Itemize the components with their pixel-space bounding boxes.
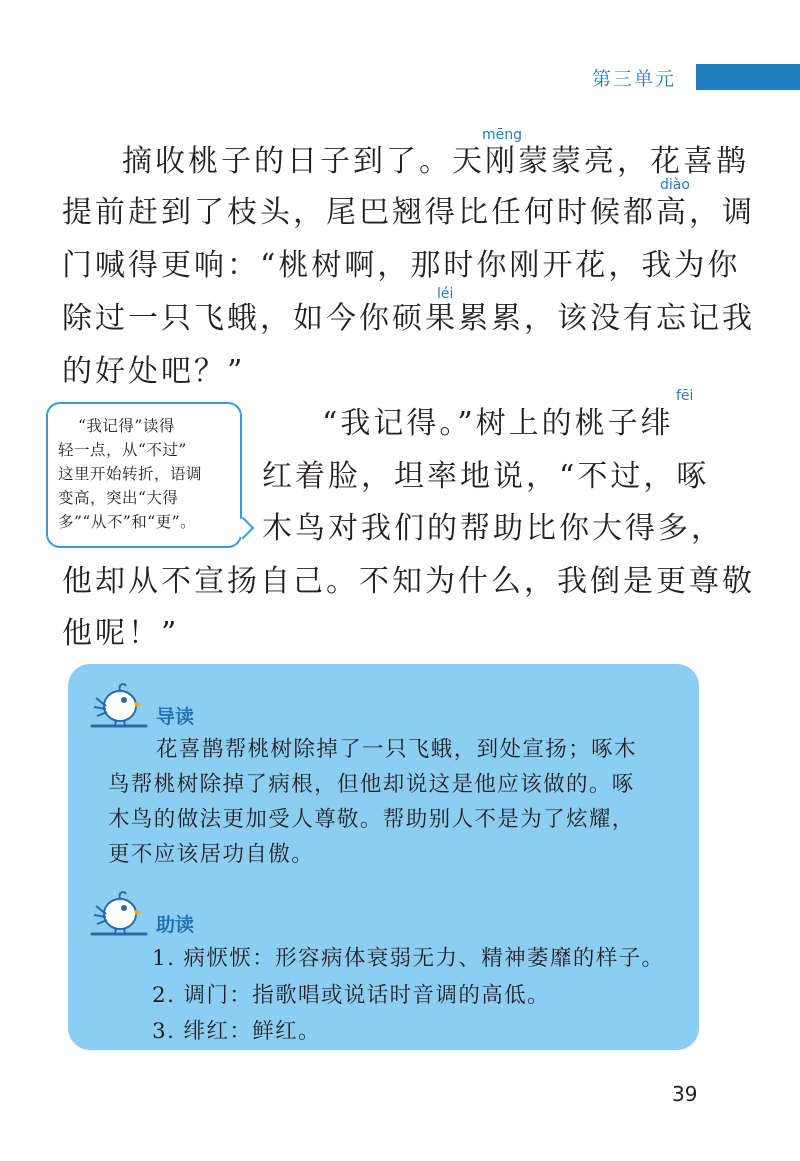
story-line: 红着脸，坦率地说，“不过，啄 bbox=[262, 459, 710, 494]
pinyin-lei: léi bbox=[437, 286, 454, 302]
story-line: 木鸟对我们的帮助比你大得多， bbox=[262, 511, 724, 546]
unit-title: 第三单元 bbox=[592, 68, 677, 90]
story-line: 摘收桃子的日子到了。天刚蒙蒙亮，花喜鹊 bbox=[122, 144, 749, 179]
pinyin-fei: fēi bbox=[676, 388, 694, 404]
story-line: 他却从不宣扬自己。不知为什么，我倒是更尊敬 bbox=[62, 564, 755, 599]
pinyin-meng: mēng bbox=[482, 127, 523, 143]
guide-line: 木鸟的做法更加受人尊敬。帮助别人不是为了炫耀， bbox=[108, 807, 635, 832]
story-line: 门喊得更响：“桃树啊，那时你刚开花，我为你 bbox=[62, 248, 741, 283]
tip-line: “我记得”读得 bbox=[78, 417, 175, 435]
story-line: “我记得。”树上的桃子绯 bbox=[322, 406, 674, 441]
story-line: 的好处吧？” bbox=[62, 354, 246, 389]
story-line: 他呢！” bbox=[62, 616, 180, 651]
page-number: 39 bbox=[672, 1082, 698, 1106]
bird-icon bbox=[90, 884, 148, 942]
story-line: 除过一只飞蛾，如今你硕果累累，该没有忘记我 bbox=[62, 301, 755, 336]
pinyin-diao: diào bbox=[660, 177, 690, 193]
tip-line: 多”“从不”和“更”。 bbox=[58, 513, 197, 531]
tip-line: 这里开始转折，语调 bbox=[58, 465, 203, 483]
guide-line: 鸟帮桃树除掉了病根，但他却说这是他应该做的。啄 bbox=[108, 772, 635, 797]
guide-line: 更不应该居功自傲。 bbox=[108, 842, 315, 867]
tip-line: 轻一点，从“不过” bbox=[58, 441, 187, 459]
unit-color-bar bbox=[696, 64, 800, 90]
bird-icon bbox=[90, 676, 148, 734]
guide-heading: 导读 bbox=[156, 706, 195, 728]
help-item: 3. 绯红：鲜红。 bbox=[152, 1019, 321, 1044]
help-item: 1. 病恹恹：形容病体衰弱无力、精神萎靡的样子。 bbox=[152, 946, 665, 971]
tip-line: 变高，突出“大得 bbox=[58, 489, 179, 507]
help-item: 2. 调门：指歌唱或说话时音调的高低。 bbox=[152, 983, 550, 1008]
guide-line: 花喜鹊帮桃树除掉了一只飞蛾，到处宣扬；啄木 bbox=[156, 737, 637, 762]
help-heading: 助读 bbox=[156, 914, 195, 936]
story-line: 提前赶到了枝头，尾巴翘得比任何时候都高，调 bbox=[62, 195, 755, 230]
